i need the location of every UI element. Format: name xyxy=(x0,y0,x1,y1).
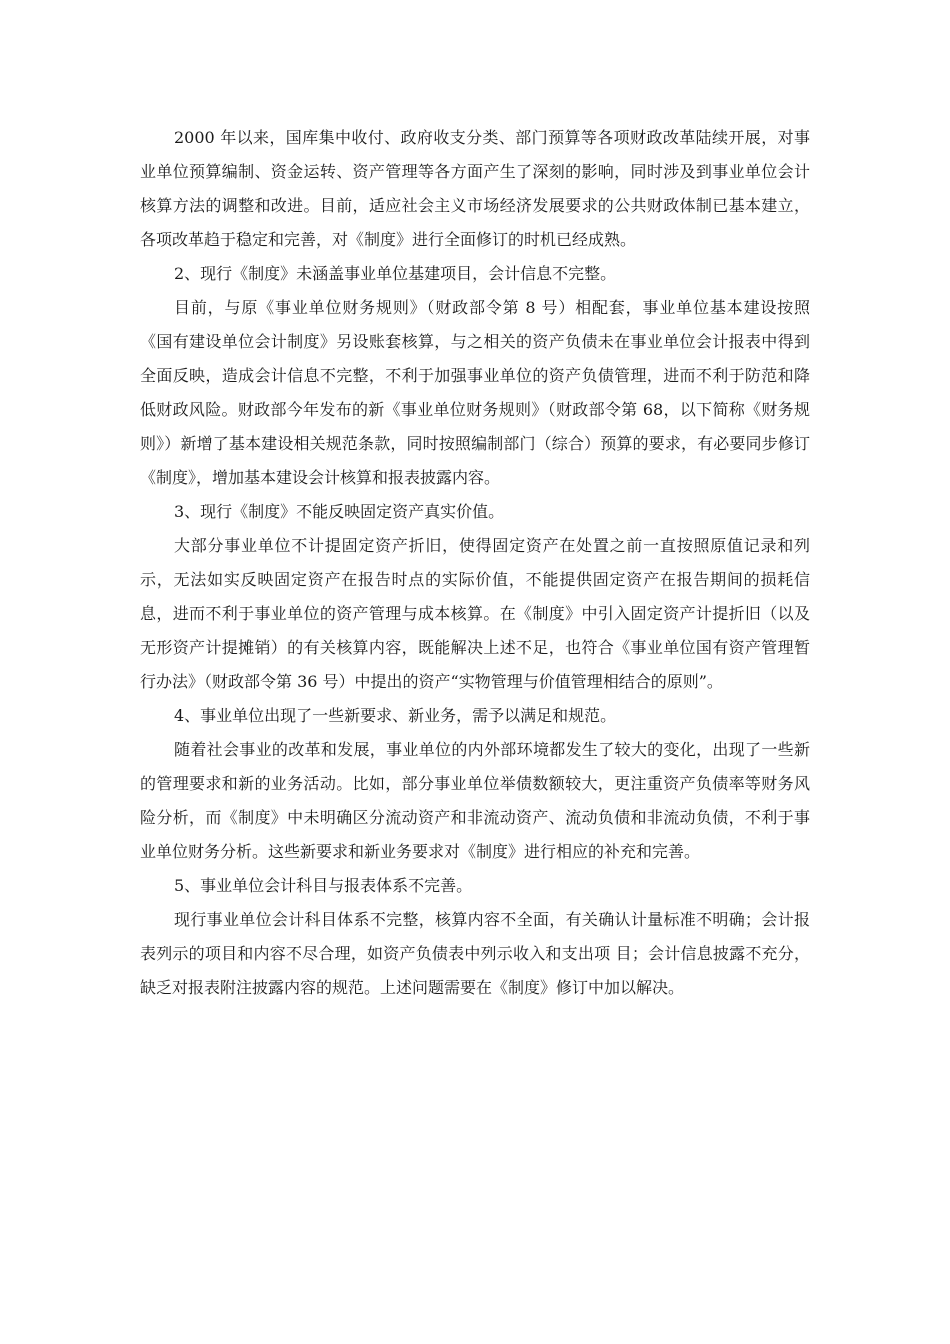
heading-point-2: 2、现行《制度》未涵盖事业单位基建项目，会计信息不完整。 xyxy=(174,264,617,283)
heading-point-3: 3、现行《制度》不能反映固定资产真实价值。 xyxy=(174,502,505,521)
heading-point-4: 4、事业单位出现了一些新要求、新业务，需予以满足和规范。 xyxy=(174,706,617,725)
paragraph-point-2: 目前，与原《事业单位财务规则》（财政部令第 8 号）相配套，事业单位基本建设按照《国有建设单位会计制度》另设账套核算，与之相关的资产负债未在事业单位会计报表中得到全面反映，造成会计信息不完整，不利于加强事业单位的资产负债管理，进而不利于防范和降低财政风险。财政部今年发布的新《事业单位财务规则》（财政部令第 68，以下简称《财务规则》）新增了基本建设相关规范条款，同时按照编制部门（综合）预算的要求，有必要同步修订《制度》，增加基本建设会计核算和报表披露内容。 xyxy=(140,298,810,487)
document-body xyxy=(140,121,810,1005)
paragraph-point-3: 大部分事业单位不计提固定资产折旧，使得固定资产在处置之前一直按照原值记录和列示，无法如实反映固定资产在报告时点的实际价值，不能提供固定资产在报告期间的损耗信息，进而不利于事业单位的资产管理与成本核算。在《制度》中引入固定资产计提折旧（以及无形资产计提摊销）的有关核算内容，既能解决上述不足，也符合《事业单位国有资产管理暂行办法》（财政部令第 36 号）中提出的资产“实物管理与价值管理相结合的原则”。 xyxy=(140,536,810,691)
paragraph-point-5: 现行事业单位会计科目体系不完整，核算内容不全面，有关确认计量标准不明确；会计报表列示的项目和内容不尽合理，如资产负债表中列示收入和支出项 目；会计信息披露不充分，缺乏对报表附注披露内容的规范。上述问题需要在《制度》修订中加以解决。 xyxy=(140,910,810,997)
heading-point-5: 5、事业单位会计科目与报表体系不完善。 xyxy=(174,876,473,895)
paragraph-reform-background: 2000 年以来，国库集中收付、政府收支分类、部门预算等各项财政改革陆续开展，对事业单位预算编制、资金运转、资产管理等各方面产生了深刻的影响，同时涉及到事业单位会计核算方法的调整和改进。目前，适应社会主义市场经济发展要求的公共财政体制已基本建立，各项改革趋于稳定和完善，对《制度》进行全面修订的时机已经成熟。 xyxy=(140,128,810,249)
paragraph-point-4: 随着社会事业的改革和发展，事业单位的内外部环境都发生了较大的变化，出现了一些新的管理要求和新的业务活动。比如，部分事业单位举债数额较大，更注重资产负债率等财务风险分析，而《制度》中未明确区分流动资产和非流动资产、流动负债和非流动负债，不利于事业单位财务分析。这些新要求和新业务要求对《制度》进行相应的补充和完善。 xyxy=(140,740,810,861)
